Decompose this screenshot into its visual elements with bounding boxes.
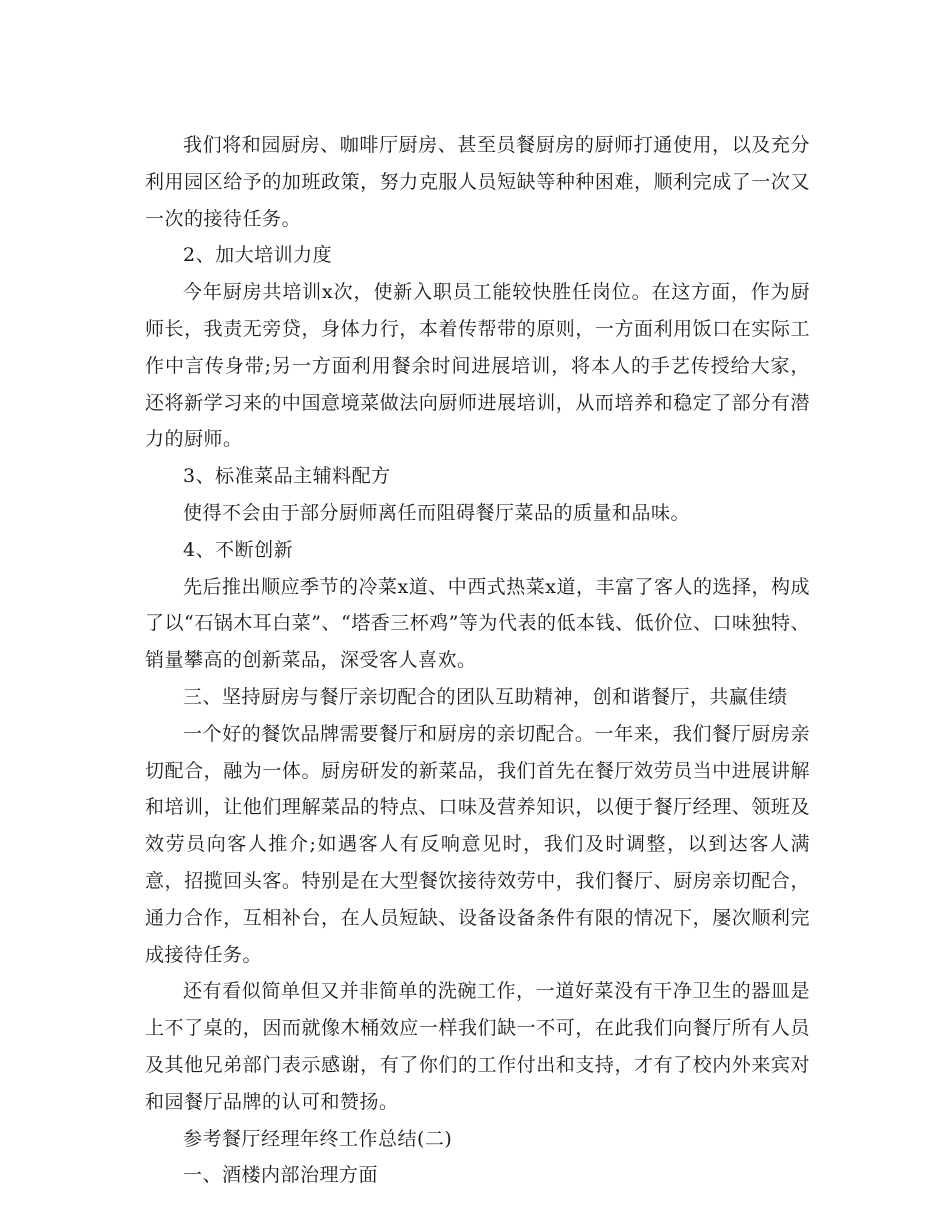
section-heading: 三、坚持厨房与餐厅亲切配合的团队互助精神，创和谐餐厅，共赢佳绩 [183,685,788,708]
section-heading: 4、不断创新 [183,538,294,561]
paragraph: 先后推出顺应季节的冷菜x道、中西式热菜x道，丰富了客人的选择，构成了以“石锅木耳白菜”、“塔香三杯鸡”等为代表的低本钱、低价位、口味独特、销量攀高的创新菜品，深受客人喜欢。 [145,575,810,672]
paragraph: 今年厨房共培训x次，使新入职员工能较快胜任岗位。在这方面，作为厨师长，我责无旁贷，身体力行，本着传帮带的原则，一方面利用饭口在实际工作中言传身带;另一方面利用餐余时间进展培训，将本人的手艺传授给大家，还将新学习来的中国意境菜做法向厨师进展培训，从而培养和稳定了部分有潜力的厨师。 [145,281,810,451]
paragraph: 使得不会由于部分厨师离任而阻碍餐厅菜品的质量和品味。 [183,501,691,524]
paragraph: 一个好的餐饮品牌需要餐厅和厨房的亲切配合。一年来，我们餐厅厨房亲切配合，融为一体。厨房研发的新菜品，我们首先在餐厅效劳员当中进展讲解和培训，让他们理解菜品的特点、口味及营养知识，以便于餐厅经理、领班及效劳员向客人推介;如遇客人有反响意见时，我们及时调整，以到达客人满意，招揽回头客。特别是在大型餐饮接待效劳中，我们餐厅、厨房亲切配合，通力合作，互相补台，在人员短缺、设备设备条件有限的情况下，屡次顺利完成接待任务。 [145,722,810,966]
section-heading: 一、酒楼内部治理方面 [183,1164,379,1187]
document-subtitle: 参考餐厅经理年终工作总结(二) [183,1127,453,1150]
paragraph: 我们将和园厨房、咖啡厅厨房、甚至员餐厨房的厨师打通使用，以及充分利用园区给予的加班政策，努力克服人员短缺等种种困难，顺利完成了一次又一次的接待任务。 [145,134,810,230]
paragraph: 还有看似简单但又并非简单的洗碗工作，一道好菜没有干净卫生的器皿是上不了桌的，因而就像木桶效应一样我们缺一不可，在此我们向餐厅所有人员及其他兄弟部门表示感谢，有了你们的工作付出和支持，才有了校内外来宾对和园餐厅品牌的认可和赞扬。 [145,980,810,1113]
section-heading: 3、标准菜品主辅料配方 [183,465,391,488]
document-body [145,127,810,1194]
section-heading: 2、加大培训力度 [183,244,333,267]
